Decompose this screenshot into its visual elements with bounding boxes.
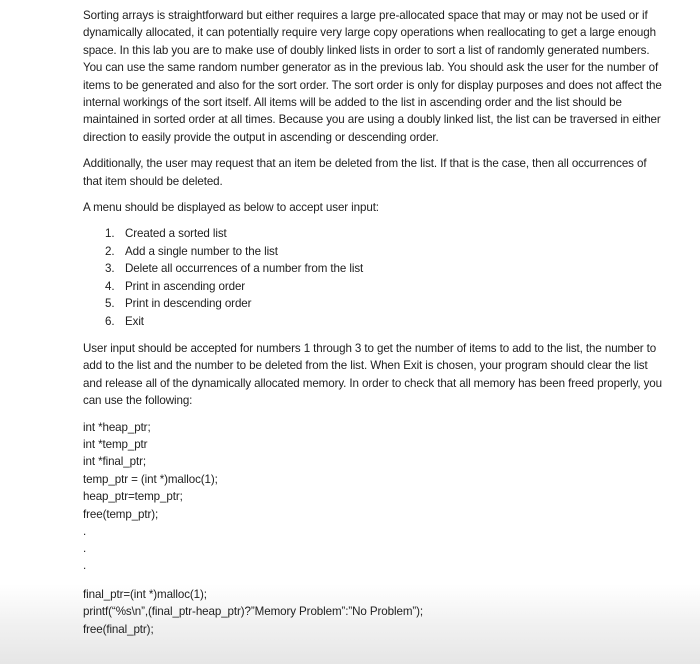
- menu-intro-paragraph: A menu should be displayed as below to accept user input:: [83, 201, 379, 215]
- menu-list: [83, 225, 663, 329]
- list-item-number: 4.: [105, 279, 115, 293]
- code-line: heap_ptr=temp_ptr;: [83, 490, 183, 504]
- code-line: int *final_ptr;: [83, 455, 146, 469]
- list-item-number: 6.: [105, 314, 115, 328]
- list-item-number: 3.: [105, 262, 115, 276]
- code-block: [83, 419, 663, 639]
- list-item-number: 1.: [105, 227, 115, 241]
- code-line: final_ptr=(int *)malloc(1);: [83, 587, 207, 601]
- list-item: [105, 295, 663, 312]
- list-item: [105, 313, 663, 330]
- list-item-label: Delete all occurrences of a number from the list: [125, 262, 364, 276]
- input-paragraph: User input should be accepted for numbers 1 through 3 to get the number of items to add to the list, the number to add to the list and the number to be deleted from the list. When Exit is chosen, your program should clear the list and release all of the dynamically allocated memory. In order to check that all memory has been freed properly, you can use the following:: [83, 341, 663, 408]
- list-item: [105, 243, 663, 260]
- list-item-number: 5.: [105, 297, 115, 311]
- code-ellipsis-dot: .: [83, 558, 87, 572]
- list-item-label: Created a sorted list: [125, 227, 227, 241]
- document-content: [83, 7, 663, 638]
- list-item-label: Exit: [125, 314, 144, 328]
- spacer: [83, 574, 663, 586]
- code-ellipsis-dot: .: [83, 524, 87, 538]
- intro-paragraph: Sorting arrays is straightforward but either requires a large pre-allocated space that may or may not be used or if dynamically allocated, it can potentially require very large copy operations when reallocating to get a large enough space. In this lab you are to make use of doubly linked lists in order to sort a list of randomly generated numbers. You can use the same random number generator as in the previous lab. You should ask the user for the number of items to be generated and also for the sort order. The sort order is only for display purposes and does not affect the internal workings of the sort itself. All items will be added to the list in ascending order and the list should be maintained in sorted order at all times. Because you are using a doubly linked list, the list can be traversed in either direction to easily provide the output in ascending or descending order.: [83, 9, 662, 144]
- code-line: free(final_ptr);: [83, 622, 154, 636]
- list-item-number: 2.: [105, 244, 115, 258]
- list-item: [105, 260, 663, 277]
- code-line: int *temp_ptr: [83, 437, 148, 451]
- code-line: temp_ptr = (int *)malloc(1);: [83, 472, 218, 486]
- code-line: printf(“%s\n”,(final_ptr-heap_ptr)?”Memory Problem”:”No Problem”);: [83, 605, 424, 619]
- list-item-label: Print in ascending order: [125, 279, 246, 293]
- list-item: [105, 278, 663, 295]
- list-item: [105, 225, 663, 242]
- list-item-label: Add a single number to the list: [125, 244, 278, 258]
- code-line: free(temp_ptr);: [83, 507, 159, 521]
- list-item-label: Print in descending order: [125, 297, 252, 311]
- delete-paragraph: Additionally, the user may request that an item be deleted from the list. If that is the case, then all occurrences of that item should be deleted.: [83, 157, 647, 188]
- code-ellipsis-dot: .: [83, 541, 87, 555]
- code-line: int *heap_ptr;: [83, 420, 151, 434]
